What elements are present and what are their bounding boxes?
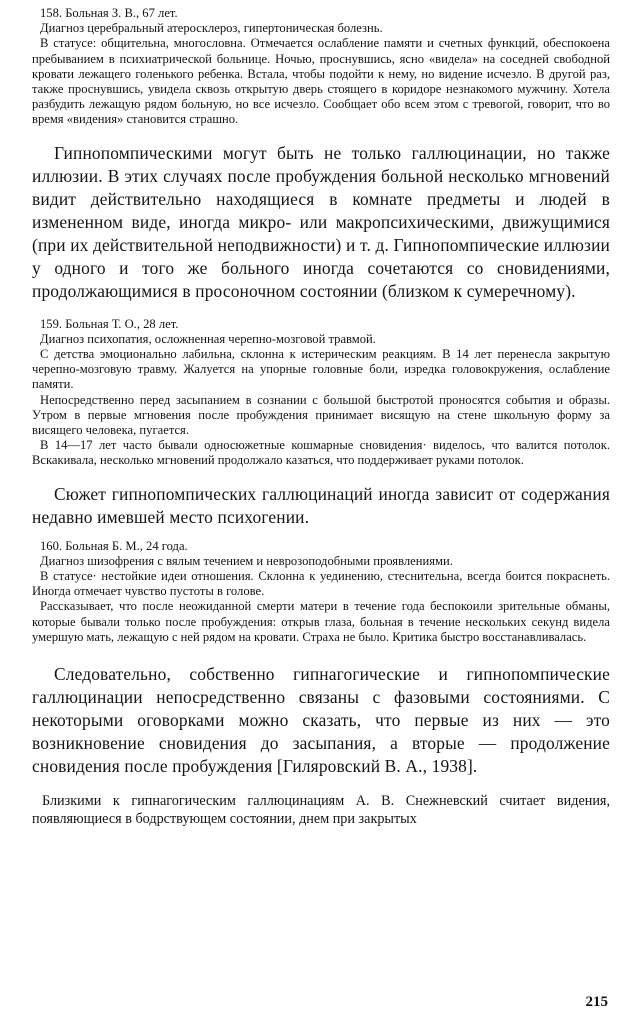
paragraph-closing: Близкими к гипнагогическим галлюцинациям А. В. Снежневский считает видения, появляющиеся в бодрствующем состоянии, днем при закрытых (32, 793, 610, 828)
case-159-nightmares: В 14—17 лет часто бывали односюжетные кошмарные сновидения· виделось, что валится потолок. Вскакивала, несколько мгновений продолжало казаться, что поддерживает руками потолок. (32, 438, 610, 468)
paragraph-conclusion: Следовательно, собственно гипнагогические и гипнопомпические галлюцинации непосредственно связаны с фазовыми состояниями. С некоторыми оговорками можно сказать, что первые из них — это возникновение сновидения до засыпания, а вторые — продолжение сновидения после пробуждения [Гиляровский В. А., 1938]. (32, 664, 610, 777)
case-158 (32, 6, 610, 128)
section-psychogenic-plot (32, 483, 610, 529)
case-158-diagnosis: Диагноз церебральный атеросклероз, гипертоническая болезнь. (40, 21, 383, 36)
section-closing (32, 792, 610, 828)
case-158-heading: 158. Больная З. В., 67 лет. (40, 6, 178, 20)
paragraph-psychogenic: Сюжет гипнопомпических галлюцинаций иногда зависит от содержания недавно имевшей место психогении. (32, 483, 610, 527)
case-158-status: В статусе: общительна, многословна. Отмечается ослабление памяти и счетных функций, обеспокоена пребыванием в психиатрической больнице. Ночью, проснувшись, ясно «видела» на соседней свободной кровати лежащего голенького ребенка. Встала, чтобы подойти к нему, но видение исчезло. В другой раз, также проснувшись, увидела сквозь открытую дверь стоящего в коридоре незнакомого мужчину. Хотела разбудить лежащую рядом больную, но все исчезло. Сообщает обо всем этом с тревогой, говорит, что во время «видения» становится страшно. (32, 36, 610, 127)
case-159 (32, 317, 610, 469)
case-159-history: С детства эмоционально лабильна, склонна к истерическим реакциям. В 14 лет перенесла закрытую черепно-мозговую травму. Жалуется на упорные головные боли, изредка головокружения, ослабление памяти. (32, 347, 610, 392)
case-159-symptoms: Непосредственно перед засыпанием в сознании с большой быстротой проносятся события и образы. Утром в первые мгновения после пробуждения принимает висящую на стене школьную форму за висящего человека, пугается. (32, 392, 610, 438)
case-159-diagnosis: Диагноз психопатия, осложненная черепно-мозговой травмой. (40, 331, 376, 346)
paragraph-illusions: Гипнопомпическими могут быть не только галлюцинации, но также иллюзии. В этих случаях после пробуждения больной несколько мгновений видит действительно находящиеся в комнате предметы и людей в измененном виде, иногда микро- или макропсихическими, движущимися (при их действительной неподвижности) и т. д. Гипнопомпические иллюзии у одного и того же больного иногда сочетаются со сновидениями, продолжающимися в просоночном состоянии (близком к сумеречному). (32, 142, 610, 301)
case-159-heading: 159. Больная Т. О., 28 лет. (40, 316, 179, 331)
case-160-status: В статусе· нестойкие идеи отношения. Склонна к уединению, стеснительна, всегда боится покраснеть. Иногда отмечает чувство пустоты в голове. (32, 569, 610, 599)
section-conclusion (32, 663, 610, 778)
case-160-heading: 160. Больная Б. М., 24 года. (40, 538, 188, 553)
case-160-diagnosis: Диагноз шизофрения с вялым течением и неврозоподобными проявлениями. (40, 553, 453, 568)
page-number: 215 (585, 994, 608, 1010)
case-160 (32, 539, 610, 645)
case-160-story: Рассказывает, что после неожиданной смерти матери в течение года беспокоили зрительные обманы, которые бывали только после пробуждения: открыв глаза, больная в течение нескольких секунд видела умершую мать, лежащую с ней рядом на кровати. Страха не было. Критика быстро восстанавливалась. (32, 599, 610, 644)
section-hypnopompic-illusions (32, 142, 610, 303)
